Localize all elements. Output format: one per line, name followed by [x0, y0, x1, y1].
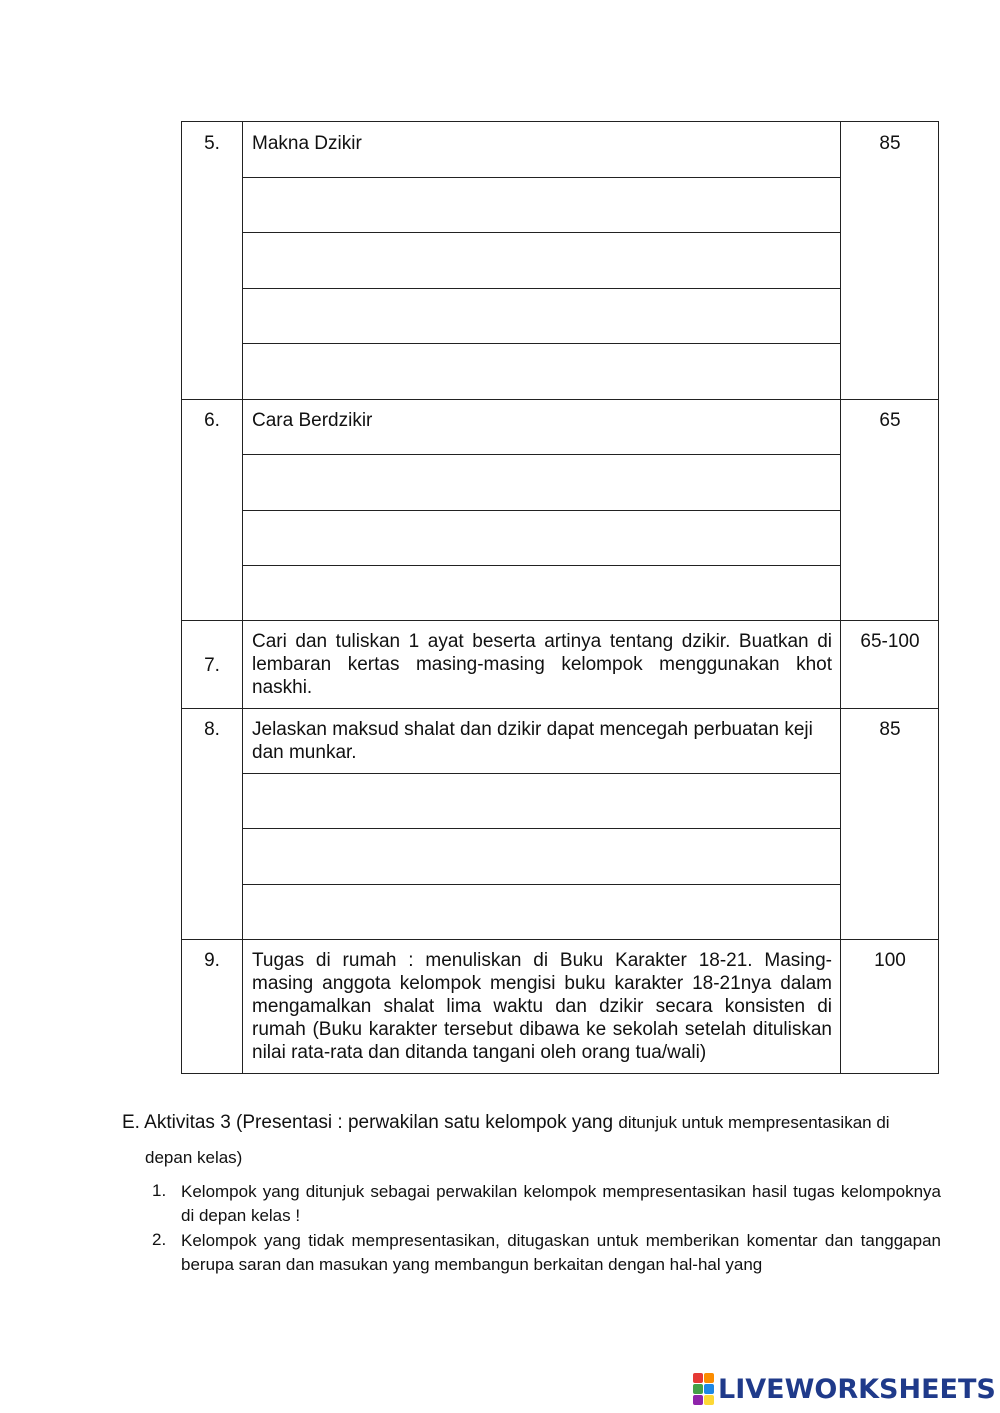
answer-line — [242, 343, 840, 344]
row-score: 65 — [879, 410, 901, 431]
answer-line — [242, 510, 840, 511]
answer-line — [242, 288, 840, 289]
logo-block — [704, 1384, 714, 1394]
answer-field[interactable] — [244, 234, 838, 286]
row-prompt: Cari dan tuliskan 1 ayat beserta artinya tentang dzikir. Buatkan di lembaran kertas masing-masing kelompok menggunakan khot naskhi. — [252, 631, 832, 698]
answer-line — [242, 454, 840, 455]
row-number: 5. — [204, 133, 220, 154]
answer-line — [242, 177, 840, 178]
row-number: 9. — [204, 950, 220, 971]
row-score: 65-100 — [860, 631, 920, 652]
logo-icon — [693, 1373, 714, 1405]
answer-line — [242, 232, 840, 233]
answer-field[interactable] — [244, 512, 838, 564]
row-number: 7. — [204, 655, 220, 676]
row-score: 85 — [879, 133, 901, 154]
list-item-text: Kelompok yang tidak mempresentasikan, ditugaskan untuk memberikan komentar dan tanggapan berupa saran dan masukan yang membangun berkaitan dengan hal-hal yang — [181, 1231, 941, 1274]
answer-field[interactable] — [244, 775, 838, 827]
logo-text: LIVEWORKSHEETS — [718, 1373, 996, 1405]
answer-line — [242, 565, 840, 566]
row-number: 6. — [204, 410, 220, 431]
row-divider — [182, 399, 938, 400]
row-score: 100 — [874, 950, 906, 971]
answer-field[interactable] — [244, 456, 838, 508]
answer-field[interactable] — [244, 345, 838, 397]
row-divider — [182, 939, 938, 940]
answer-field[interactable] — [244, 567, 838, 619]
section-heading-main: E. Aktivitas 3 (Presentasi : perwakilan satu kelompok yang — [122, 1112, 614, 1133]
row-number: 8. — [204, 719, 220, 740]
section-heading — [122, 1112, 890, 1134]
list-item-number: 1. — [152, 1181, 167, 1200]
answer-field[interactable] — [244, 830, 838, 882]
column-divider — [242, 122, 243, 1073]
liveworksheets-logo[interactable] — [693, 1374, 996, 1404]
row-prompt: Cara Berdzikir — [252, 410, 373, 431]
answer-line — [242, 773, 840, 774]
logo-block — [693, 1395, 703, 1405]
section-heading-small: ditunjuk untuk mempresentasikan di — [618, 1113, 890, 1132]
logo-block — [693, 1384, 703, 1394]
answer-line — [242, 828, 840, 829]
column-divider — [840, 122, 841, 1073]
row-score: 85 — [879, 719, 901, 740]
list-item-text: Kelompok yang ditunjuk sebagai perwakilan kelompok mempresentasikan hasil tugas kelompoknya di depan kelas ! — [181, 1182, 941, 1225]
row-prompt: Makna Dzikir — [252, 133, 362, 154]
row-divider — [182, 620, 938, 621]
answer-field[interactable] — [244, 179, 838, 231]
list-item-number: 2. — [152, 1230, 167, 1249]
row-prompt: Jelaskan maksud shalat dan dzikir dapat mencegah perbuatan keji dan munkar. — [252, 719, 813, 763]
row-prompt: Tugas di rumah : menuliskan di Buku Karakter 18-21. Masing-masing anggota kelompok mengisi buku karakter 18-21nya dalam mengamalkan shalat lima waktu dan dzikir secara konsisten di rumah (Buku karakter tersebut dibawa ke sekolah setelah dituliskan nilai rata-rata dan ditanda tangani oleh orang tua/wali) — [252, 950, 832, 1063]
worksheet-table — [181, 121, 939, 1074]
answer-field[interactable] — [244, 290, 838, 342]
logo-block — [704, 1395, 714, 1405]
logo-block — [693, 1373, 703, 1383]
answer-field[interactable] — [244, 886, 838, 938]
section-heading-continuation: depan kelas) — [145, 1148, 243, 1167]
answer-line — [242, 884, 840, 885]
logo-block — [704, 1373, 714, 1383]
row-divider — [182, 708, 938, 709]
